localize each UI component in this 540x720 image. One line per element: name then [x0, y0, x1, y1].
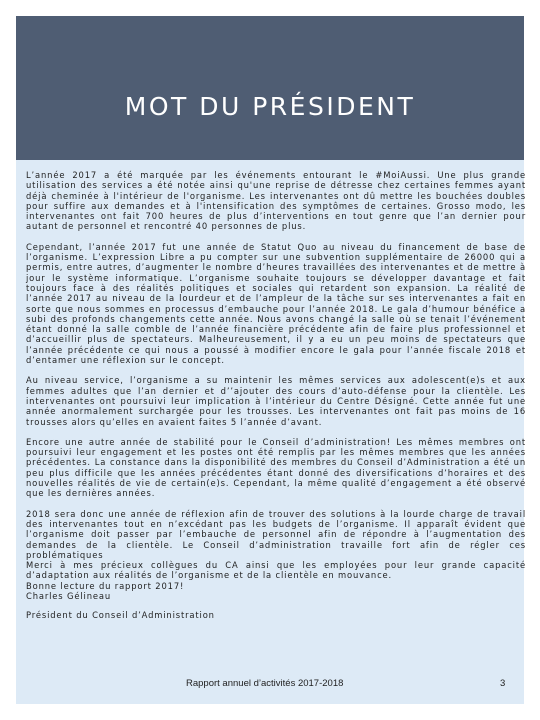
thanks-line: Merci à mes précieux collègues du CA ainsi que les employées pour leur grande capacité d’adaptation aux réalités de l’organisme et de la clientèle en mouvance.	[26, 560, 526, 581]
page-number: 3	[500, 678, 506, 689]
paragraph-2: Cependant, l’année 2017 fut une année de Statut Quo au niveau du financement de base de l’organisme. L’expression Libre a pu compter sur une subvention supplémentaire de 26000 qui a permis, entre autres, d’augmenter le nombre d’heures travaillées des intervenantes et de mettre à jour le système informatique. L’organisme souhaite toujours se développer davantage et fait toujours face à des réalités politiques et sociales qui retardent son expansion. La réalité de l’année 2017 au niveau de la lourdeur et de l’ampleur de la tâche sur ses intervenantes a fait en sorte que nous sommes en processus d’embauche pour l’année 2018. Le gala d’humour bénéfice a subi des profonds changements cette année. Nous avons changé la salle où se tenait l’événement étant donné la salle comble de l’année financière précédente afin de faire plus professionnel et d’accueillir plus de spectateurs. Malheureusement, il y a eu un peu moins de spectateurs que l’année précédente ce qui nous a poussé à modifier encore le gala pour l’année fiscale 2018 et d’entamer une réflexion sur le concept.	[26, 241, 526, 366]
author-name: Charles Gélineau	[26, 590, 112, 601]
page-title: MOT DU PRÉSIDENT	[124, 92, 416, 121]
title-banner	[16, 16, 524, 160]
letter-body	[26, 170, 526, 621]
reading-line: Bonne lecture du rapport 2017!	[26, 580, 185, 591]
footer-report-title: Rapport annuel d’activités 2017-2018	[186, 678, 344, 689]
paragraph-1: L’année 2017 a été marquée par les événements entourant le #MoiAussi. Une plus grande utilisation des services a été notée ainsi qu'une reprise de détresse chez certaines femmes ayant déjà cheminée à l'intérieur de l'organisme. Les intervenantes ont dû mettre les bouchées doubles pour suffire aux demandes et à l'intensification des symptômes de certaines. Grosso modo, les intervenantes ont fait 700 heures de plus d’interventions en tout genre que l’an dernier pour autant de personnel et rencontré 40 personnes de plus.	[26, 170, 526, 232]
author-title: Président du Conseil d’Administration	[26, 610, 215, 621]
paragraph-3: Au niveau service, l’organisme a su maintenir les mêmes services aux adolescent(e)s et aux femmes adultes que l’an dernier et d’’ajouter des cours d’auto-défense pour la clientèle. Les intervenantes ont poursuivi leur implication à l’intérieur du Centre Désigné. Cette année fut une année anormalement surchargée pour les trousses. Les intervenantes ont fait pas moins de 16 trousses alors qu’elles en avaient faites 5 l’année d’avant.	[26, 375, 526, 427]
paragraph-4: Encore une autre année de stabilité pour le Conseil d’administration! Les mêmes membres ont poursuivi leur engagement et les postes ont été remplis par les mêmes membres que les années précédentes. La constance dans la disponibilité des membres du Conseil d’Administration a été un peu plus difficile que les années précédentes étant donné des diversifications d’horaires et des nouvelles réalités de vie de certain(e)s. Cependant, la même qualité d’engagement a été observé que les dernières années.	[26, 436, 526, 499]
closing-paragraph: 2018 sera donc une année de réflexion afin de trouver des solutions à la lourde charge de travail des intervenantes tout en n’excédant pas les budgets de l’organisme. Il apparaît évident que l’organisme doit passer par l’embauche de personnel afin de répondre à l’augmentation des demandes de la clientèle. Le Conseil d’administration travaille fort afin de régler ces problématiques	[26, 508, 526, 560]
letter-panel	[16, 160, 524, 704]
